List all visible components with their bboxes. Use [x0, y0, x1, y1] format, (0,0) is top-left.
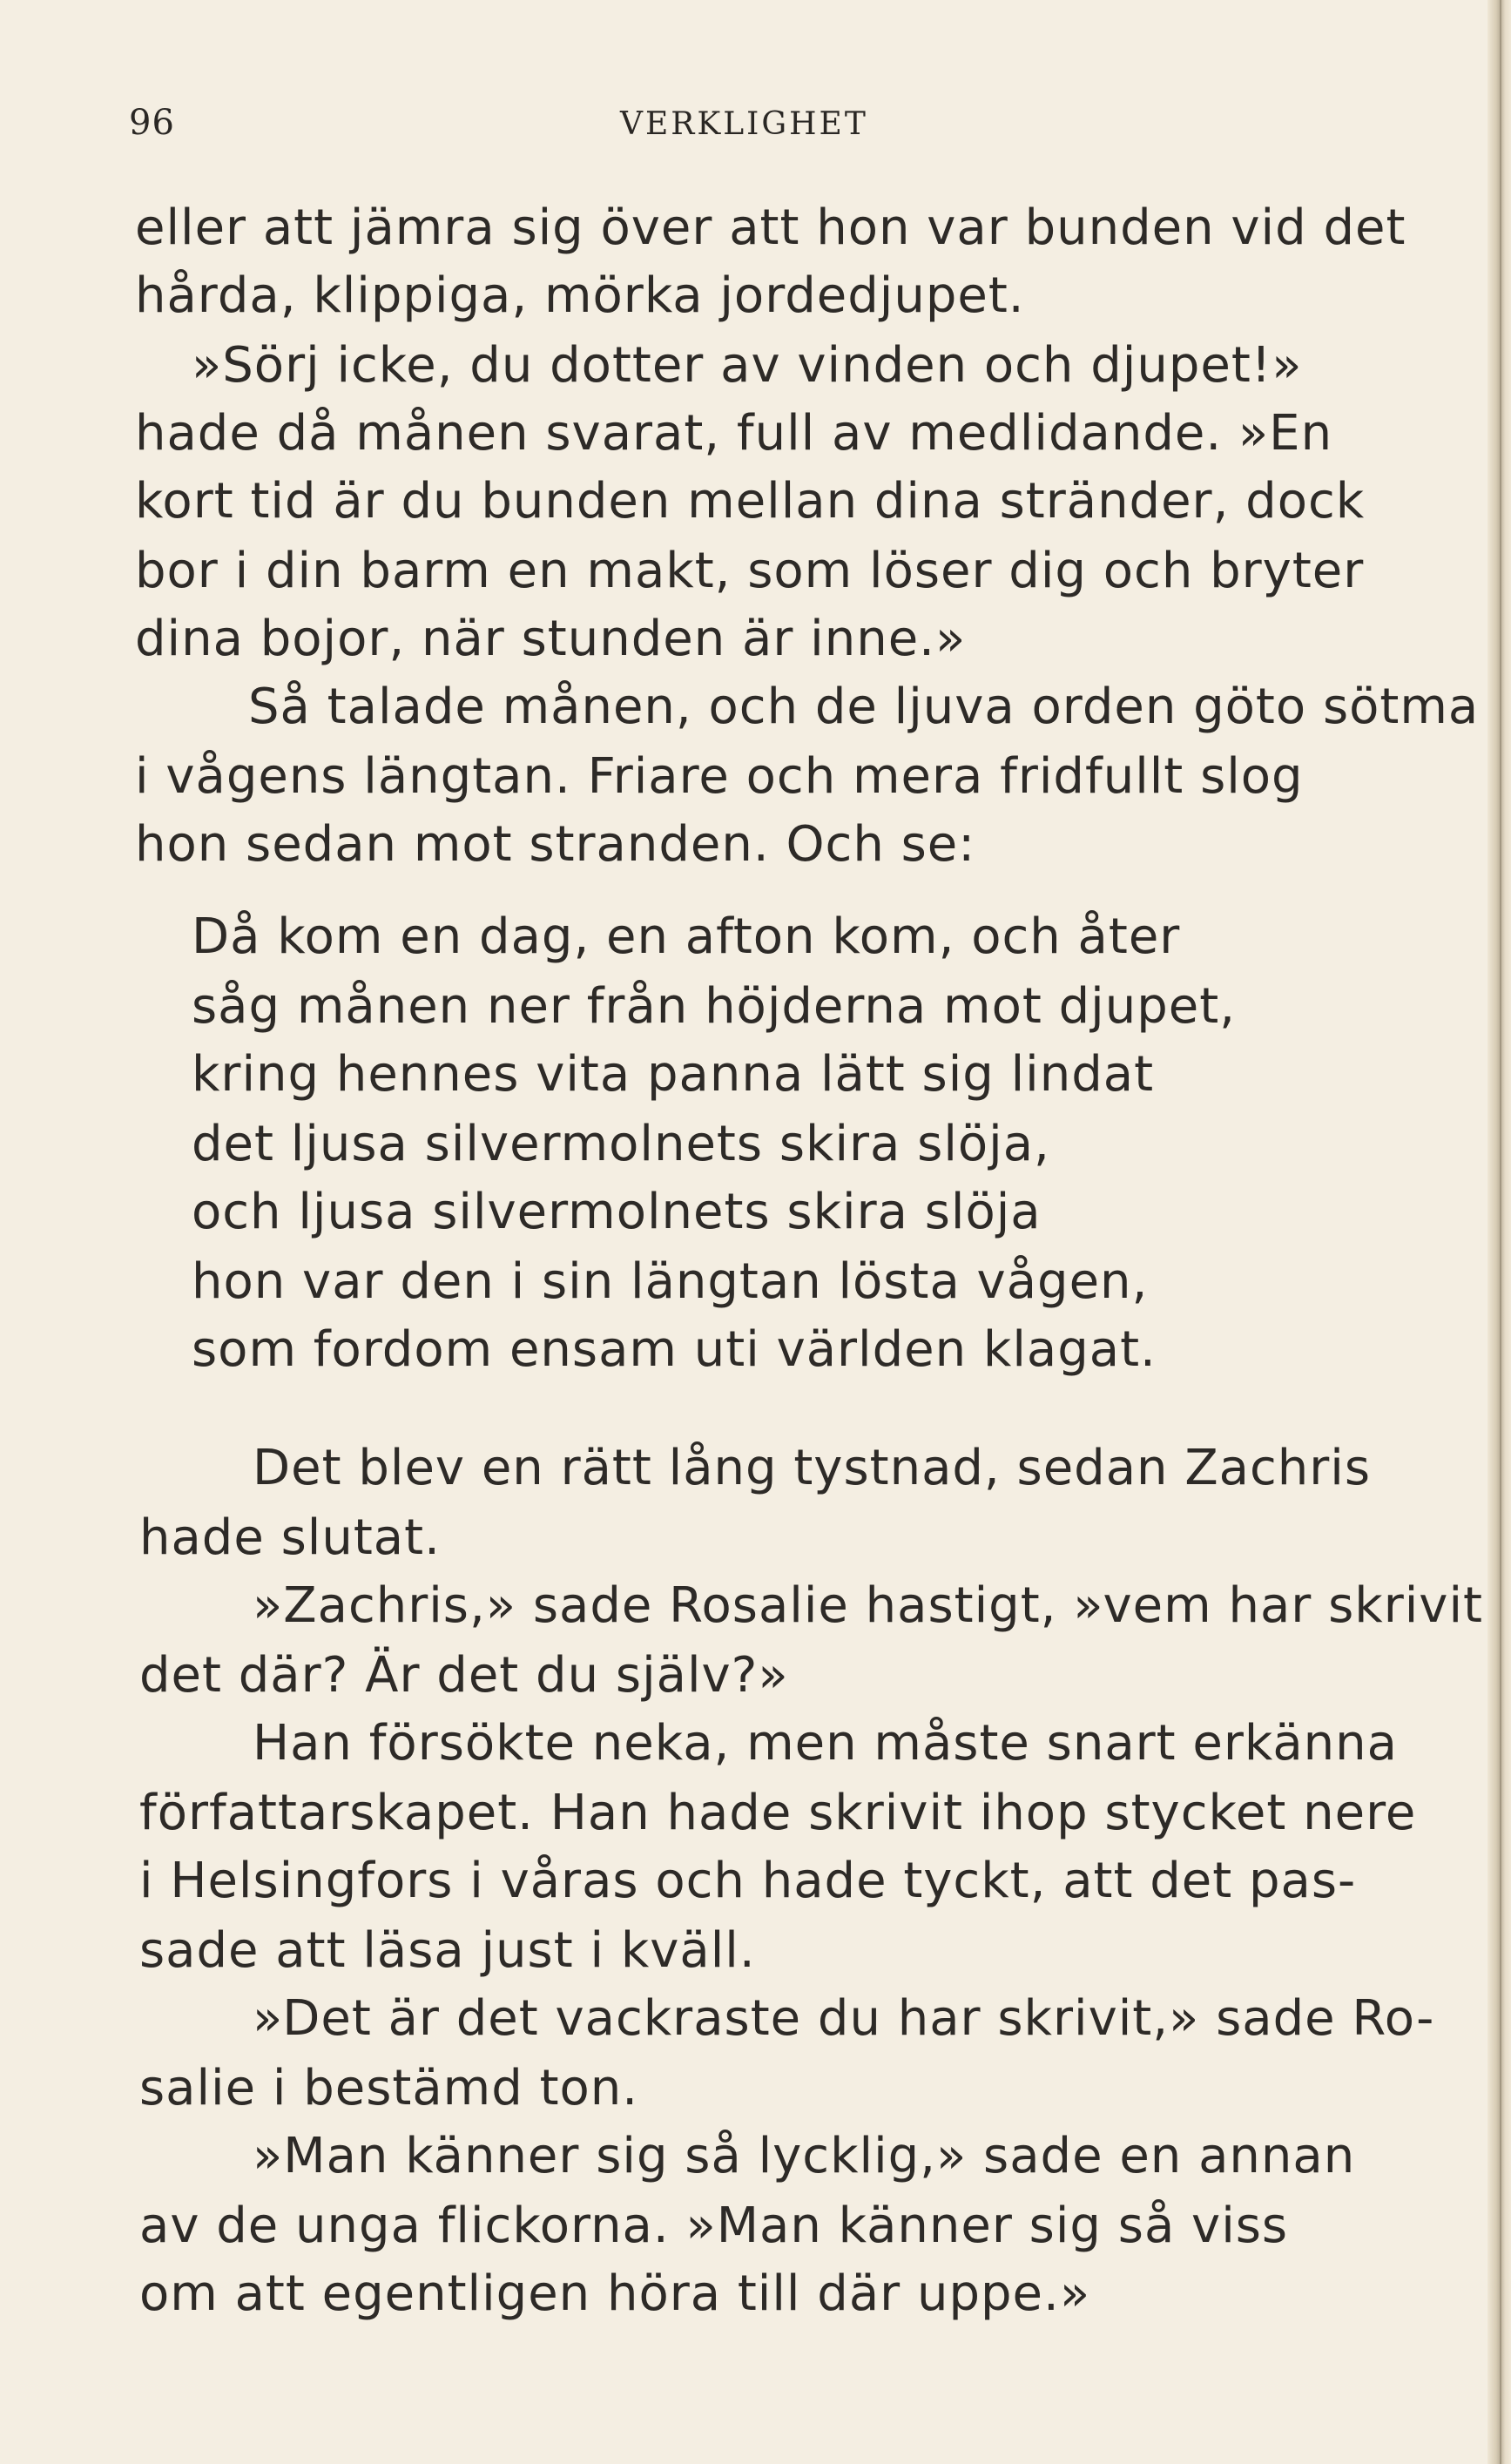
text-line: Det blev en rätt lång tystnad, sedan Zachris	[253, 1440, 1372, 1496]
text-line: bor i din barm en makt, som löser dig och bryter	[135, 543, 1365, 599]
text-line: det där? Är det du själv?»	[139, 1647, 789, 1704]
text-line: Han försökte neka, men måste snart erkänna	[253, 1715, 1398, 1772]
verse-line: såg månen ner från höjderna mot djupet,	[192, 978, 1236, 1035]
text-line: sade att läsa just i kväll.	[139, 1922, 756, 1979]
text-line: »Man känner sig så lycklig,» sade en annan	[253, 2128, 1356, 2184]
text-line: i vågens längtan. Friare och mera fridfullt slog	[135, 748, 1304, 805]
verse-line: Då kom en dag, en afton kom, och åter	[192, 908, 1181, 965]
text-line: om att egentligen höra till där uppe.»	[139, 2265, 1091, 2322]
running-head: VERKLIGHET	[620, 106, 868, 142]
page-spine-line	[1500, 0, 1501, 2464]
text-line: hårda, klippiga, mörka jordedjupet.	[135, 267, 1025, 324]
text-line: i Helsingfors i våras och hade tyckt, att det pas-	[139, 1853, 1357, 1909]
text-line: salie i bestämd ton.	[139, 2060, 639, 2116]
text-line: hon sedan mot stranden. Och se:	[135, 816, 976, 873]
text-line: hade då månen svarat, full av medlidande. »En	[135, 405, 1333, 462]
verse-line: hon var den i sin längtan lösta vågen,	[192, 1253, 1149, 1310]
text-line: kort tid är du bunden mellan dina stränder, dock	[135, 473, 1366, 530]
verse-line: som fordom ensam uti världen klagat.	[192, 1321, 1157, 1378]
verse-line: kring hennes vita panna lätt sig lindat	[192, 1046, 1155, 1103]
text-line: »Det är det vackraste du har skrivit,» sade Ro-	[253, 1990, 1435, 2047]
text-line: hade slutat.	[139, 1509, 441, 1566]
page-number: 96	[129, 103, 175, 143]
text-line: författarskapet. Han hade skrivit ihop stycket nere	[139, 1785, 1417, 1841]
text-line: »Zachris,» sade Rosalie hastigt, »vem har skrivit	[253, 1577, 1483, 1634]
page-header	[0, 103, 1511, 152]
text-line: eller att jämra sig över att hon var bunden vid det	[135, 199, 1406, 256]
text-line: Så talade månen, och de ljuva orden göto sötma	[248, 678, 1480, 735]
verse-line: och ljusa silvermolnets skira slöja	[192, 1184, 1042, 1240]
text-line: dina bojor, när stunden är inne.»	[135, 611, 967, 667]
text-line: »Sörj icke, du dotter av vinden och djupet!»	[192, 337, 1303, 394]
text-line: av de unga flickorna. »Man känner sig så viss	[139, 2197, 1289, 2254]
verse-line: det ljusa silvermolnets skira slöja,	[192, 1116, 1050, 1172]
